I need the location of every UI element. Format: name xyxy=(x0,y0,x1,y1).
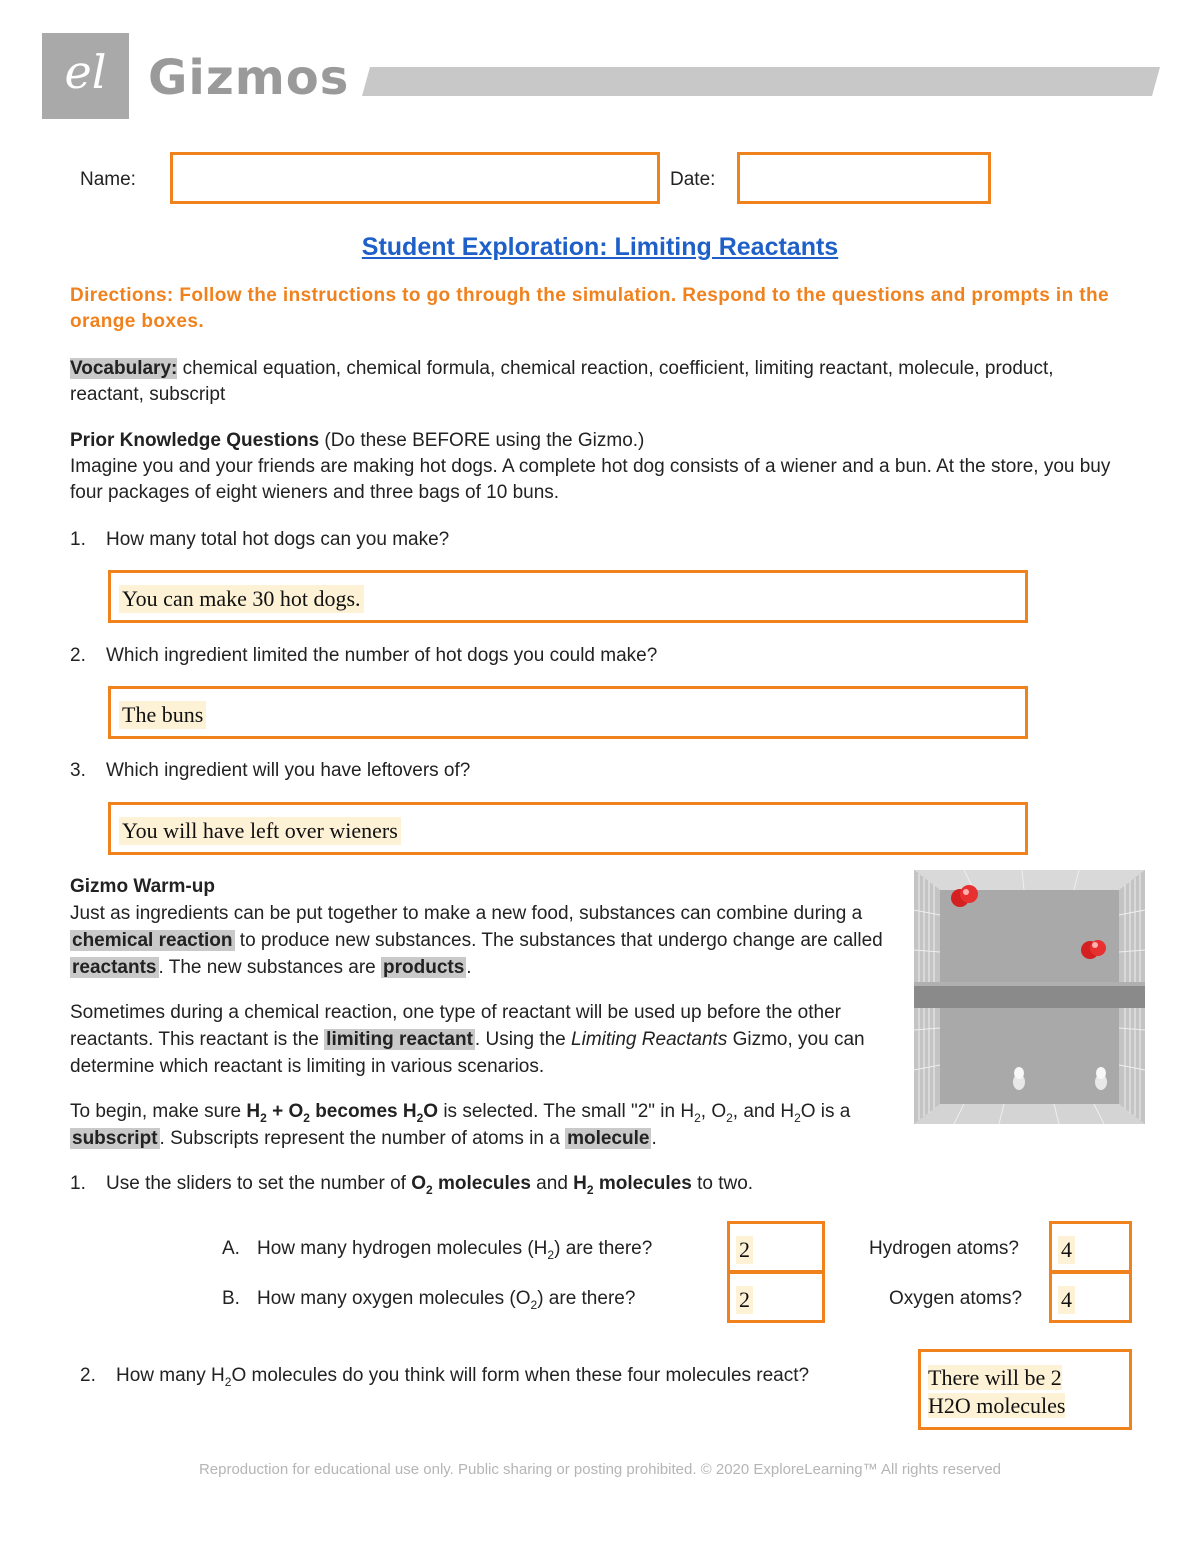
warmup-p3-text-i: . xyxy=(651,1128,657,1149)
warmup-p1-text-e: . The new substances are xyxy=(158,957,381,978)
wq1-text-a: Use the sliders to set the number of xyxy=(106,1173,412,1194)
term-subscript: subscript xyxy=(72,1128,158,1149)
name-label: Name: xyxy=(80,169,136,190)
prior-knowledge-intro: Imagine you and your friends are making hot dogs. A complete hot dog consists of a wiener and a bun. At the store, you buy four packages of eight wieners and three bags of 10 buns. xyxy=(70,456,1111,503)
sub-a-text-a: How many hydrogen molecules (H xyxy=(257,1238,548,1259)
date-field[interactable] xyxy=(737,152,991,204)
copyright-footer: Reproduction for educational use only. Public sharing or posting prohibited. © 2020 ExploreLearning™ All rights reserved xyxy=(198,1461,1002,1478)
logo-mark: el xyxy=(64,45,107,99)
warmup-p3-text-g: . Subscripts represent the number of atoms in a xyxy=(159,1128,566,1149)
prior-knowledge-note: (Do these BEFORE using the Gizmo.) xyxy=(319,430,645,451)
term-reactants: reactants xyxy=(72,957,157,978)
sub-question-a-text: How many hydrogen molecules $(H_2)$ are there? xyxy=(257,1238,653,1262)
warmup-p3-text-e: O is a xyxy=(800,1101,851,1122)
name-field[interactable] xyxy=(170,152,660,204)
sub-b-text-a: How many oxygen molecules (O xyxy=(257,1288,531,1309)
warmup-p1-text-c: to produce new substances. The substances that undergo change are called xyxy=(234,930,883,951)
oxygen-atoms-answer: 4 xyxy=(1058,1286,1075,1314)
oxygen-atoms-answer-box[interactable] xyxy=(1049,1271,1132,1323)
simulation-box-illustration xyxy=(914,870,1145,1124)
warmup-p1-text-a: Just as ingredients can be put together to make a new food, substances can combine during a xyxy=(70,903,863,924)
water-molecules-answer xyxy=(928,1364,1065,1420)
date-label: Date: xyxy=(670,169,716,190)
gizmo-name: Limiting Reactants xyxy=(571,1029,728,1050)
warmup-p2-text-a: Sometimes during a chemical reaction, one type of reactant will be used up before the other reactants. This reactant is the xyxy=(70,1002,841,1050)
warmup-question-2-number: 2. xyxy=(80,1365,96,1386)
brand-name: Gizmos xyxy=(148,50,350,106)
sub-b-text-b: ) are there? xyxy=(537,1288,636,1309)
warmup-question-1-text: Use the sliders to set the number of $O_2$ molecules and $H_2$ molecules to two. xyxy=(106,1173,754,1197)
warmup-p3-text-a: To begin, make sure xyxy=(70,1101,247,1122)
pk-answer-3: You will have left over wieners xyxy=(119,817,401,845)
directions-text: Directions: Follow the instructions to go through the simulation. Respond to the questions and prompts in the orange boxes. xyxy=(70,285,1109,332)
hydrogen-molecules-answer-box[interactable] xyxy=(727,1221,825,1273)
wq2-text-b: O molecules do you think will form when these four molecules react? xyxy=(231,1365,810,1386)
sub-question-b-letter: B. xyxy=(222,1288,240,1309)
warmup-question-2-text: How many $H_2O$ molecules do you think will form when these four molecules react? xyxy=(116,1365,810,1389)
wq1-text-b: molecules xyxy=(437,1173,531,1194)
reaction-equation: $H_2 + O_2$ becomes $H_2O$ xyxy=(246,1101,444,1125)
prior-knowledge-heading xyxy=(70,428,1130,454)
pk-answer-2-box[interactable] xyxy=(108,686,1028,739)
vocabulary-paragraph xyxy=(70,356,1130,408)
explorelearning-logo xyxy=(42,33,129,119)
warmup-p1-text-g: . xyxy=(466,957,472,978)
pk-answer-2: The buns xyxy=(119,701,206,729)
water-answer-line-1: There will be 2 xyxy=(928,1365,1062,1390)
wq1-text-d: molecules xyxy=(598,1173,692,1194)
gizmo-simulation-screenshot xyxy=(914,870,1145,1124)
oxygen-molecules-answer-box[interactable] xyxy=(727,1271,825,1323)
warmup-p3-text-b: is selected. The small "2" in H xyxy=(443,1101,695,1122)
pk-question-2-number: 2. xyxy=(70,645,86,666)
pk-question-1-text: How many total hot dogs can you make? xyxy=(106,529,450,550)
wq1-text-e: to two. xyxy=(691,1173,754,1194)
pk-answer-1-box[interactable] xyxy=(108,570,1028,623)
pk-question-2-text: Which ingredient limited the number of hot dogs you could make? xyxy=(106,645,658,666)
hydrogen-atoms-answer: 4 xyxy=(1058,1236,1075,1264)
pk-question-1-number: 1. xyxy=(70,529,86,550)
warmup-p2-text-e: Gizmo, you can determine which reactant is limiting in various scenarios. xyxy=(70,1029,865,1077)
warmup-p3-text-d: , and H xyxy=(732,1101,795,1122)
pk-question-3-number: 3. xyxy=(70,760,86,781)
sub-a-text-b: ) are there? xyxy=(554,1238,653,1259)
warmup-p2-text-c: . Using the xyxy=(474,1029,572,1050)
warmup-paragraph-1 xyxy=(70,900,900,981)
page-title: Student Exploration: Limiting Reactants xyxy=(361,233,839,261)
term-limiting-reactant: limiting reactant xyxy=(326,1029,473,1050)
term-chemical-reaction: chemical reaction xyxy=(72,930,233,951)
hydrogen-atoms-answer-box[interactable] xyxy=(1049,1221,1132,1273)
pk-question-3-text: Which ingredient will you have leftovers of? xyxy=(106,760,471,781)
oxygen-atoms-label: Oxygen atoms? xyxy=(889,1288,1023,1309)
warmup-p3-text-c: , O xyxy=(700,1101,727,1122)
hydrogen-atoms-label: Hydrogen atoms? xyxy=(869,1238,1019,1259)
water-answer-line-2: H2O molecules xyxy=(928,1393,1066,1418)
oxygen-molecules-answer: 2 xyxy=(736,1286,753,1314)
warmup-paragraph-2 xyxy=(70,999,900,1080)
wq2-text-a: How many H xyxy=(116,1365,225,1386)
header-banner-bar xyxy=(362,67,1160,96)
hydrogen-molecules-answer: 2 xyxy=(736,1236,753,1264)
water-molecules-answer-box[interactable] xyxy=(918,1349,1132,1430)
term-products: products xyxy=(383,957,465,978)
pk-answer-3-box[interactable] xyxy=(108,802,1028,855)
vocabulary-terms: chemical equation, chemical formula, chemical reaction, coefficient, limiting reactant, molecule, product, reactant, subscript xyxy=(70,358,1054,405)
sub-question-a-letter: A. xyxy=(222,1238,240,1259)
warmup-paragraph-3: To begin, make sure $H_2 + O_2$ becomes $H_2O$ is selected. The small "2" in $H_2$, $O_2$, and $H_2O$ is a subscript . Subscripts represent the number of atoms in a molecule . xyxy=(70,1101,851,1149)
wq1-text-c: and xyxy=(530,1173,574,1194)
prior-knowledge-title: Prior Knowledge Questions xyxy=(70,430,320,451)
term-molecule: molecule xyxy=(567,1128,650,1149)
pk-answer-1: You can make 30 hot dogs. xyxy=(119,585,364,613)
vocabulary-label: Vocabulary: xyxy=(70,358,178,379)
sub-question-b-text: How many oxygen molecules $(O_2)$ are there? xyxy=(257,1288,636,1312)
warmup-heading: Gizmo Warm-up xyxy=(70,876,215,897)
warmup-question-1-number: 1. xyxy=(70,1173,86,1194)
